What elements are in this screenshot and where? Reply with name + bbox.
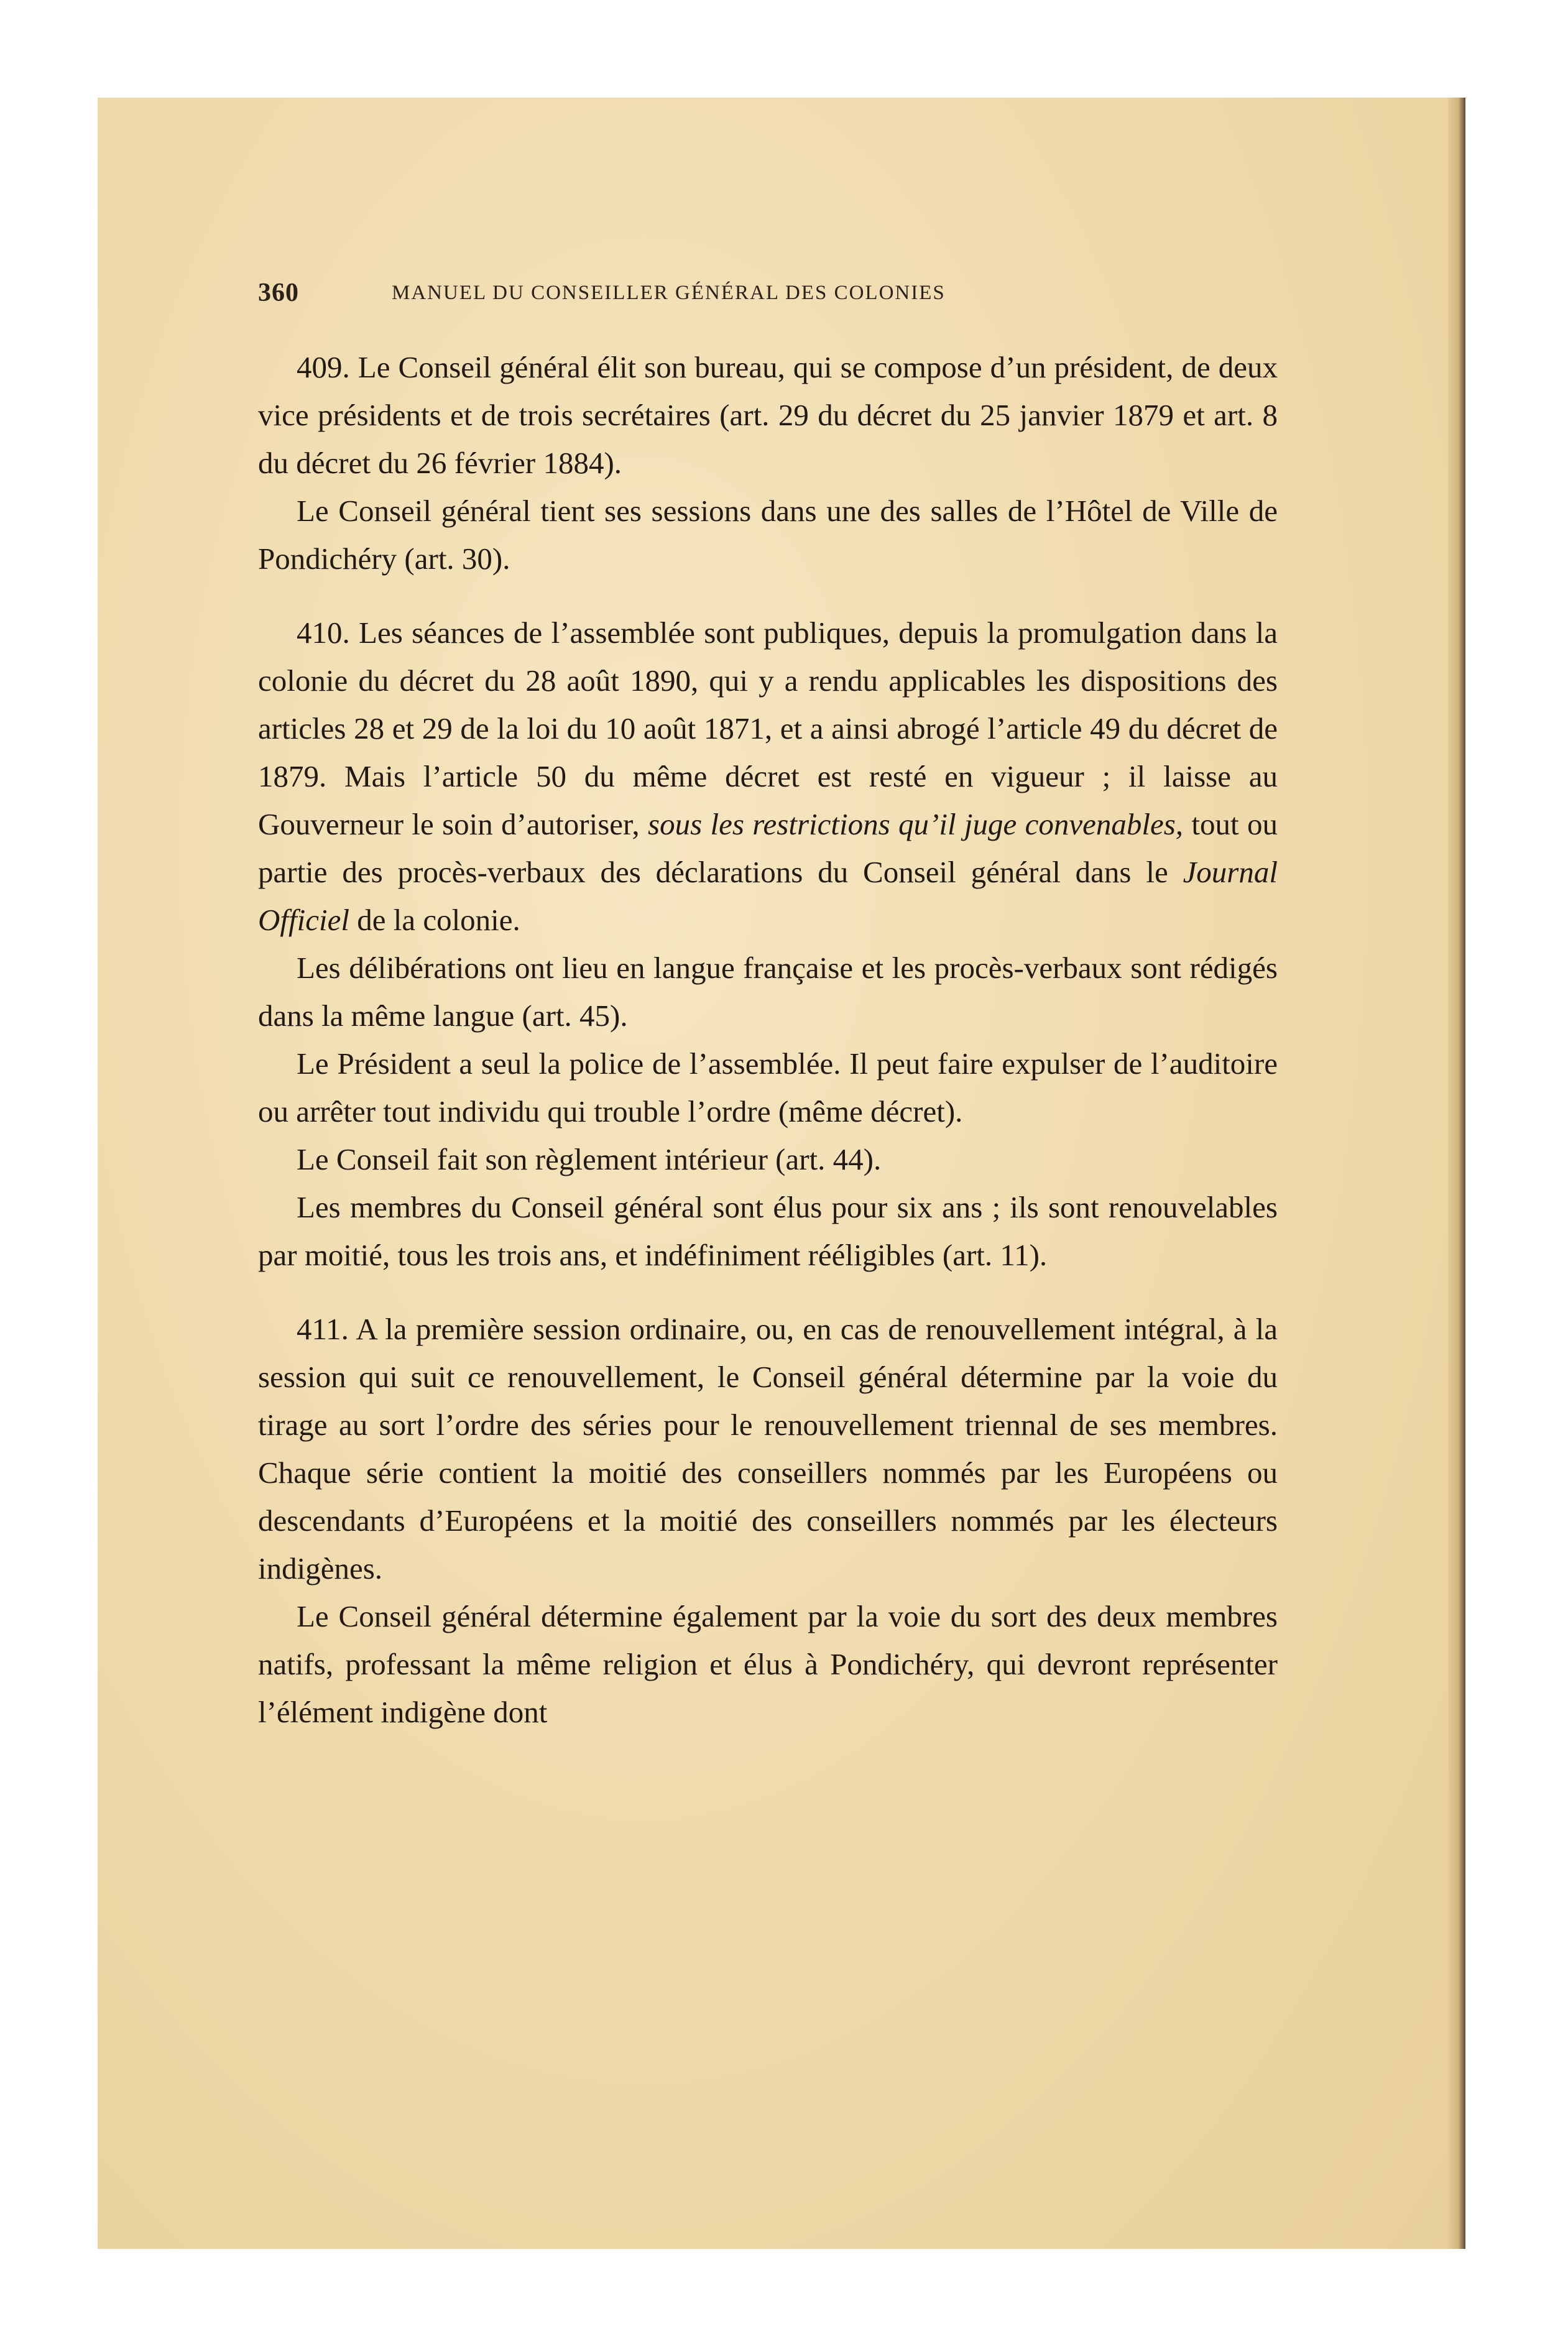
paragraph-411-membres-natifs: Le Conseil général détermine également par la voie du sort des deux membres natifs, professant la même religion et élus à Pondichéry, qui devront représenter l’élément indigène dont bbox=[258, 1599, 1278, 1729]
paragraph-410-membres: Les membres du Conseil général sont élus pour six ans ; ils sont renouvelables par moitié, tous les trois ans, et indéfiniment rééligibles (art. 11). bbox=[258, 1190, 1278, 1272]
running-head: MANUEL DU CONSEILLER GÉNÉRAL DES COLONIES bbox=[392, 282, 946, 304]
page-edge-shadow bbox=[1448, 98, 1465, 2249]
paragraph-410 bbox=[258, 609, 1278, 944]
book-page bbox=[98, 98, 1465, 2249]
paragraph-410-text-b: tout ou partie des procès-verbaux des déclarations du Conseil général dans le bbox=[258, 807, 1278, 889]
paragraph-410-italic-journal: Journal Officiel bbox=[258, 855, 1278, 937]
paragraph-409: 409. Le Conseil général élit son bureau, qui se compose d’un président, de deux vice présidents et de trois secrétaires (art. 29 du décret du 25 janvier 1879 et art. 8 du décret du 26 février 1884). bbox=[258, 350, 1278, 480]
paragraph-410-text-c: de la colonie. bbox=[349, 903, 520, 937]
paragraph-410-italic-restrictions: sous les restrictions qu’il juge convenables, bbox=[648, 807, 1184, 841]
paragraph-411: 411. A la première session ordinaire, ou, en cas de renouvellement intégral, à la session qui suit ce renouvellement, le Conseil général détermine par la voie du tirage au sort l’ordre des séries pour le renouvellement triennal de ses membres. Chaque série contient la moitié des conseillers nommés par les Européens ou descendants d’Européens et la moitié des conseillers nommés par les électeurs indigènes. bbox=[258, 1312, 1278, 1585]
page-number: 360 bbox=[258, 279, 299, 307]
paragraph-410-text-a: 410. Les séances de l’assemblée sont publiques, depuis la promulgation dans la colonie du décret du 28 août 1890, qui y a rendu applicables les dispositions des articles 28 et 29 de la loi du 10 août 1871, et a ainsi abrogé l’article 49 du décret de 1879. Mais l’article 50 du même décret est resté en vigueur ; il laisse au Gouverneur le soin d’autoriser, bbox=[258, 616, 1278, 841]
paragraph-410-reglement: Le Conseil fait son règlement intérieur (art. 44). bbox=[297, 1142, 882, 1176]
page-header bbox=[258, 278, 1278, 321]
paragraph-409-sessions: Le Conseil général tient ses sessions dans une des salles de l’Hôtel de Ville de Pondichéry (art. 30). bbox=[258, 494, 1278, 576]
paragraph-410-deliberations: Les délibérations ont lieu en langue française et les procès-verbaux sont rédigés dans la même langue (art. 45). bbox=[258, 951, 1278, 1033]
body-text bbox=[258, 343, 1278, 1736]
paragraph-410-police: Le Président a seul la police de l’assemblée. Il peut faire expulser de l’auditoire ou arrêter tout individu qui trouble l’ordre (même décret). bbox=[258, 1046, 1278, 1128]
